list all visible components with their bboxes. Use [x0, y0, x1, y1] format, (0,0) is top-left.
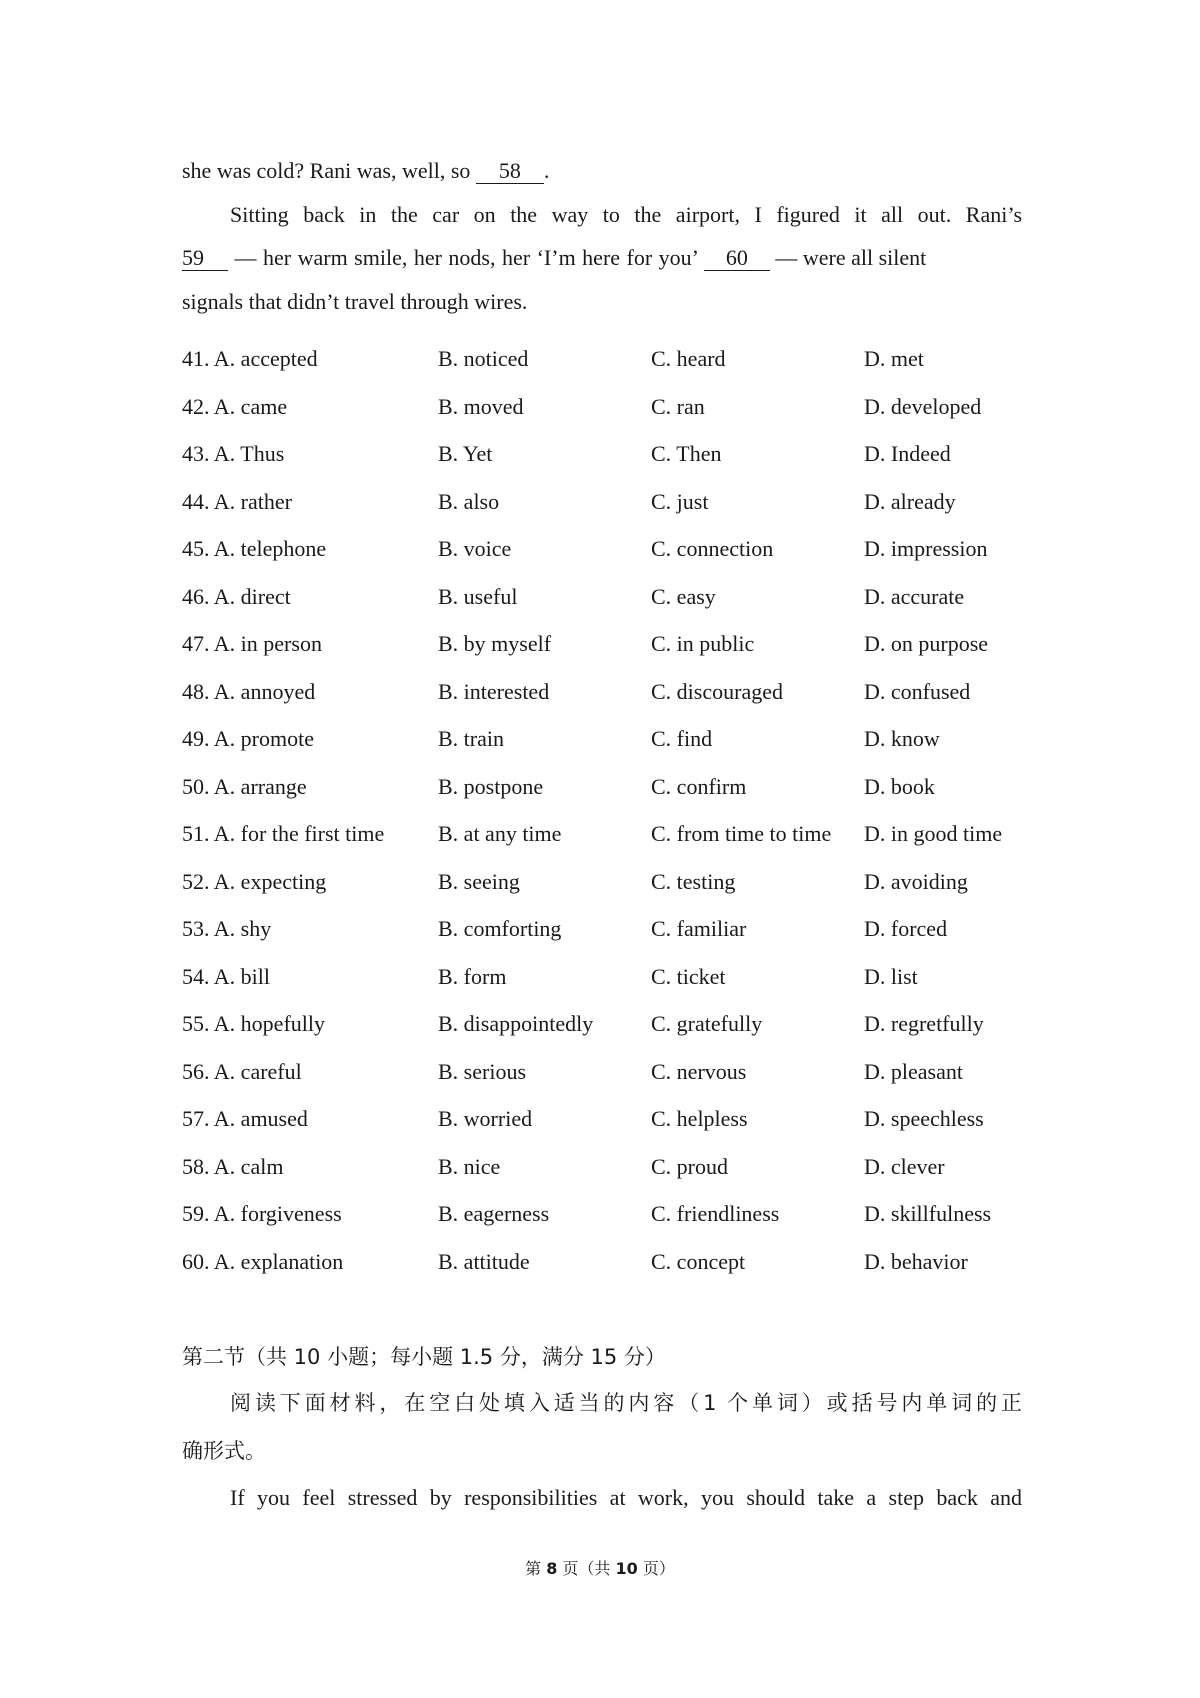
option-d: D. speechless	[864, 1106, 984, 1131]
option-c: C. familiar	[651, 916, 747, 941]
option-row	[182, 819, 1062, 867]
option-d: D. in good time	[864, 821, 1003, 846]
option-row	[182, 1247, 1062, 1295]
option-a: 59. A. forgiveness	[182, 1201, 342, 1226]
option-c: C. helpless	[651, 1106, 748, 1131]
option-b: B. also	[438, 488, 500, 514]
option-b: B. voice	[438, 536, 512, 561]
option-d: D. regretfully	[864, 1011, 984, 1036]
page-number: 8	[546, 1559, 558, 1578]
option-d: D. impression	[864, 536, 988, 561]
footer-prefix: 第	[525, 1559, 547, 1578]
option-a: 60. A. explanation	[182, 1248, 344, 1274]
option-b: B. noticed	[438, 346, 529, 371]
option-a: 49. A. promote	[182, 726, 314, 751]
option-d: D. already	[864, 488, 956, 514]
option-b: B. by myself	[438, 631, 552, 656]
option-d: D. Indeed	[864, 441, 951, 466]
option-b: B. seeing	[438, 868, 520, 894]
option-b: B. eagerness	[438, 1201, 550, 1226]
option-c: C. friendliness	[651, 1201, 780, 1226]
option-d: D. behavior	[864, 1248, 968, 1274]
option-row	[182, 1104, 1062, 1152]
option-a: 54. A. bill	[182, 963, 271, 989]
option-row	[182, 962, 1062, 1010]
option-b: B. interested	[438, 678, 550, 704]
option-a: 45. A. telephone	[182, 536, 327, 561]
option-a: 41. A. accepted	[182, 346, 318, 371]
option-d: D. list	[864, 963, 918, 989]
option-c: C. ran	[651, 393, 705, 419]
option-row	[182, 629, 1062, 677]
option-d: D. avoiding	[864, 868, 968, 894]
option-row	[182, 534, 1062, 582]
option-a: 55. A. hopefully	[182, 1011, 325, 1036]
option-d: D. know	[864, 726, 940, 751]
option-b: B. disappointedly	[438, 1011, 594, 1036]
option-c: C. concept	[651, 1248, 746, 1274]
option-b: B. form	[438, 963, 507, 989]
option-a: 48. A. annoyed	[182, 678, 316, 704]
option-b: B. train	[438, 726, 504, 751]
option-b: B. worried	[438, 1106, 533, 1131]
option-row	[182, 724, 1062, 772]
section2-passage-line-1: If you feel stressed by responsibilities at work, you should take a step back and	[230, 1485, 1022, 1510]
option-b: B. useful	[438, 583, 518, 609]
option-c: C. heard	[651, 346, 726, 371]
option-a: 47. A. in person	[182, 631, 322, 656]
option-d: D. pleasant	[864, 1058, 963, 1084]
option-c: C. in public	[651, 631, 755, 656]
option-row	[182, 487, 1062, 535]
option-c: C. easy	[651, 583, 716, 609]
instruction-line-2: 确形式。	[182, 1439, 266, 1463]
option-row	[182, 914, 1062, 962]
option-b: B. postpone	[438, 773, 544, 799]
passage-text: .	[543, 158, 550, 183]
option-d: D. developed	[864, 393, 982, 419]
option-row	[182, 1057, 1062, 1105]
option-d: D. on purpose	[864, 631, 989, 656]
option-row	[182, 867, 1062, 915]
option-b: B. comforting	[438, 916, 562, 941]
option-row	[182, 582, 1062, 630]
option-d: D. book	[864, 773, 935, 799]
option-a: 52. A. expecting	[182, 868, 327, 894]
blank-59: 59	[182, 246, 228, 271]
option-b: B. moved	[438, 393, 524, 419]
option-b: B. nice	[438, 1153, 501, 1179]
passage-line-4: signals that didn’t travel through wires.	[182, 289, 528, 314]
option-a: 51. A. for the first time	[182, 821, 385, 846]
option-a: 42. A. came	[182, 393, 288, 419]
option-b: B. attitude	[438, 1248, 530, 1274]
option-row	[182, 1199, 1062, 1247]
blank-58: 58	[476, 159, 544, 184]
option-b: B. at any time	[438, 821, 562, 846]
option-a: 57. A. amused	[182, 1106, 308, 1131]
option-c: C. discouraged	[651, 678, 783, 704]
passage-text: — were all silent	[769, 245, 927, 270]
option-a: 53. A. shy	[182, 916, 272, 941]
option-c: C. just	[651, 488, 709, 514]
option-b: B. Yet	[438, 441, 493, 466]
option-d: D. forced	[864, 916, 948, 941]
footer-middle: 页（共	[557, 1559, 616, 1578]
passage-text: — her warm smile, her nods, her ‘I’m here for you’	[228, 245, 704, 270]
option-c: C. Then	[651, 441, 722, 466]
option-row	[182, 439, 1062, 487]
option-row	[182, 1152, 1062, 1200]
page-footer	[0, 1556, 1200, 1579]
option-d: D. confused	[864, 678, 971, 704]
option-a: 44. A. rather	[182, 488, 292, 514]
option-row	[182, 772, 1062, 820]
option-row	[182, 344, 1062, 392]
option-row	[182, 392, 1062, 440]
option-c: C. nervous	[651, 1058, 747, 1084]
option-c: C. proud	[651, 1153, 728, 1179]
options-list	[182, 344, 1062, 1294]
option-a: 46. A. direct	[182, 583, 291, 609]
passage-line-2: Sitting back in the car on the way to the airport, I figured it all out. Rani’s	[230, 202, 1022, 227]
section-heading: 第二节（共 10 小题；每小题 1.5 分，满分 15 分）	[182, 1345, 666, 1369]
option-c: C. connection	[651, 536, 774, 561]
footer-suffix: 页）	[637, 1559, 675, 1578]
option-d: D. skillfulness	[864, 1201, 992, 1226]
option-d: D. accurate	[864, 583, 965, 609]
passage-text: she was cold? Rani was, well, so	[182, 158, 476, 183]
option-c: C. find	[651, 726, 713, 751]
passage-line-1	[182, 156, 1022, 186]
page-total: 10	[615, 1559, 638, 1578]
option-row	[182, 1009, 1062, 1057]
option-a: 58. A. calm	[182, 1153, 284, 1179]
option-c: C. from time to time	[651, 821, 832, 846]
option-row	[182, 677, 1062, 725]
option-d: D. clever	[864, 1153, 945, 1179]
option-c: C. confirm	[651, 773, 747, 799]
blank-60: 60	[704, 246, 770, 271]
instruction-line-1: 阅读下面材料，在空白处填入适当的内容（1 个单词）或括号内单词的正	[230, 1391, 1022, 1415]
option-a: 50. A. arrange	[182, 773, 307, 799]
option-c: C. testing	[651, 868, 736, 894]
option-c: C. ticket	[651, 963, 726, 989]
option-b: B. serious	[438, 1058, 526, 1084]
passage-line-3	[182, 243, 1022, 273]
option-a: 43. A. Thus	[182, 441, 285, 466]
option-c: C. gratefully	[651, 1011, 763, 1036]
option-a: 56. A. careful	[182, 1058, 302, 1084]
option-d: D. met	[864, 346, 924, 371]
